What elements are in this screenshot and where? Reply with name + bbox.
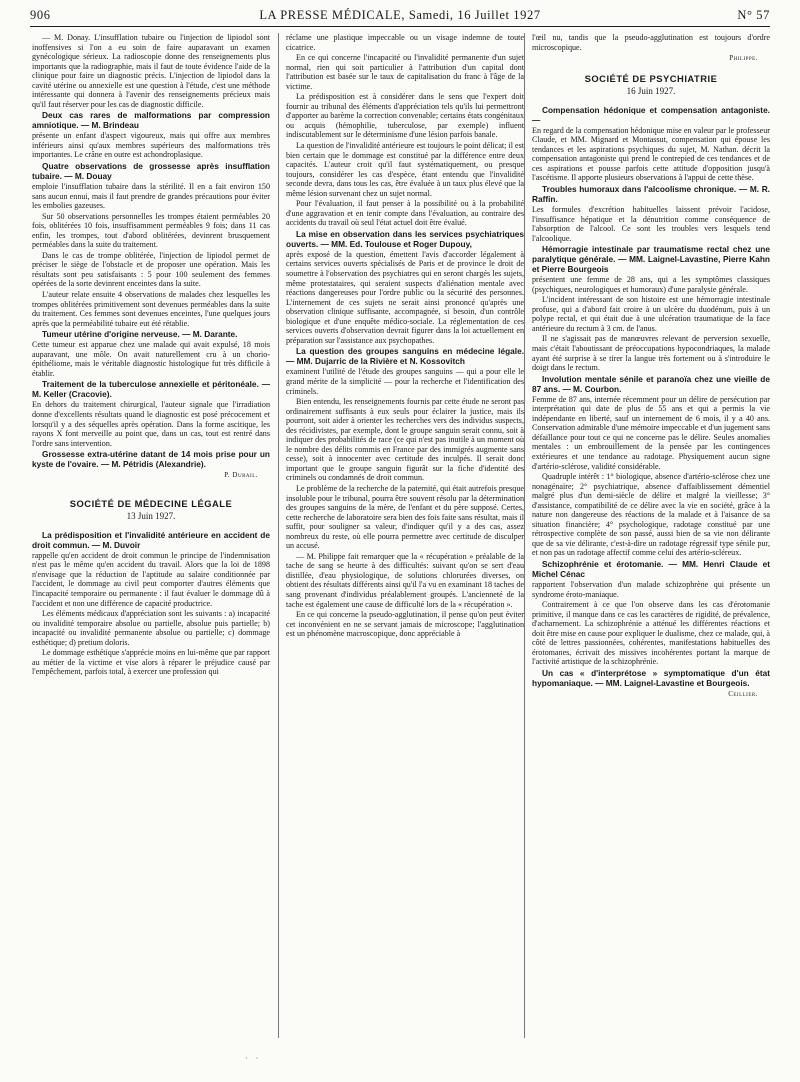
paragraph: Pour l'évaluation, il faut penser à la possibilité ou à la probabilité d'une aggravation et en tenir compte dans l'évaluation, au contraire des accidents du travail où seul l'état actuel doit être évalué.: [286, 199, 524, 228]
paragraph: En regard de la compensation hédonique mise en valeur par le professeur Claude, et MM. Mignard et Montassut, compensation qui épouse les tendances et les aspirations psychiques du sujet, M. Nathan. décrit la compensation antagoniste qui prend le contrepied de ces tendances et de ces aspirations et pousse parfois cette attitude d'opposition jusqu'à l'ascétisme. Il apporte plusieurs observations à l'appui de cette thèse.: [532, 125, 770, 183]
paragraph: réclame une plastique impeccable ou un visage indemne de toute cicatrice.: [286, 33, 524, 52]
paragraph: Femme de 87 ans, internée récemment pour un délire de persécution par interprétation qui date de plus de 55 ans et qui a permis la vie indépendante en liberté, sauf un internement de 6 mois, il y a 40 ans. Conservation admirable d'une mémoire impeccable et d'un jugement sans défaillance pour tout ce qui ne concerne pas le délire. Seules anomalies mentales : un embrouillement de la pensée par les contingences extérieures et une tendance au radotage. Physiquement aucun signe d'artério-sclérose, validité considérable.: [532, 394, 770, 471]
paragraph: La question de l'invalidité antérieure est toujours le point délicat; il est bien certain que le dommage est constitué par la différence entre deux capacités. L'auteur croit qu'il faut systématiquement, ou presque toujours, considérer les cas d'espèce, étant entendu que l'invalidité seconde devra, dans tous les cas, être évaluée à un taux plus élevé que la même lésion survenant chez un sujet normal.: [286, 141, 524, 198]
paragraph: examinent l'utilité de l'étude des groupes sanguins — qui a pour elle le grand mérite de la simplicité — pour la recherche et l'identification des criminels.: [286, 367, 524, 396]
paragraph: rapportent l'observation d'un malade schizophrène qui présente un syndrome éroto-maniaque.: [532, 579, 770, 599]
paragraph: Les éléments médicaux d'appréciation sont les suivants : a) incapacité ou invalidité temporaire absolue ou partielle, absolue puis partielle; b) incapacité ou invalidité permanente absolue ou partielle; c) dommage esthétique; d) pretium doloris.: [32, 609, 270, 647]
article-heading: La mise en observation dans les services psychiatriques ouverts. — MM. Ed. Toulouse et Roger Dupouy,: [286, 228, 524, 249]
article-heading: Un cas « d'interprétose » symptomatique d'un état hypomaniaque. — MM. Laignel-Lavastine et Bourgeois.: [532, 667, 770, 688]
paragraph: présentent une femme de 28 ans, qui a les symptômes classiques (psychiques, neurologiques et humoraux) d'une paralysie générale.: [532, 275, 770, 294]
paragraph: Il ne s'agissait pas de manœuvres relevant de perversion sexuelle, mais c'était l'aboutissant de préoccupations hypocondriaques, la malade ayant été surprise à se tirer la langue très fortement ou à s'introduire le doigt dans le rectum.: [532, 334, 770, 373]
column-rule: [278, 33, 279, 1038]
article-heading: Grossesse extra-utérine datant de 14 mois prise pour un kyste de l'ovaire. — M. Pétridis (Alexandrie).: [32, 449, 270, 470]
article-heading: Troubles humoraux dans l'alcoolisme chronique. — M. R. Raffin.: [532, 184, 770, 205]
column-3: [532, 33, 770, 1043]
signature: Ceillier.: [728, 689, 758, 698]
article-heading: Tumeur utérine d'origine nerveuse. — M. Darante.: [42, 329, 238, 340]
paragraph: L'auteur relate ensuite 4 observations de malades chez lesquelles les trompes oblitérées primitivement sont devenues perméables dans la suite du traitement. Ces femmes sont devenues enceintes, l'une quelques jours après que la perméabilité tubaire eut été rétablie.: [32, 290, 270, 328]
column-1: [32, 33, 270, 1043]
paragraph: — M. Donay. L'insufflation tubaire ou l'injection de lipiodol sont inoffensives si l'on a eu soin de faire auparavant un examen gynécologique sérieux. La radioscopie donne des renseignements plus importants que la radiographie, mais il faut de toute évidence l'aide de la clinique pour faire un diagnostic précis. L'injection de lipiodol dans la cavité utérine ou annexielle est une question à l'étude, c'est une méthode intéressante qui donnera à l'avenir des renseignements précieux mais qu'il faut réserver pour les cas de diagnostic difficile.: [32, 33, 270, 109]
paragraph: après exposé de la question, émettent l'avis d'accorder légalement à certains services ouverts spécialisés de Paris et de province le droit de soumettre à l'observation des psychiatres qui en seront chargés les sujets, même protestataires, qui seraient suspects d'aliénation mentale avec réactions dangereuses pour l'ordre public ou la sécurité des personnes. L'internement de ces sujets ne serait ainsi prononcé qu'après une observation clinique suffisante, accompagnée, si besoin, d'un contrôle biologique et d'une enquête médico-sociale. La réglementation de ces services ouverts d'observation devrait figurer dans la loi actuellement en préparation sur l'assistance aux psychopathes.: [286, 249, 524, 345]
paragraph: Quadruple intérêt : 1° biologique, absence d'artério-sclérose chez une nonagénaire; 2° psychiatrique, absence d'affaiblissement démentiel malgré plus d'un demi-siècle de délire et malgré la vieillesse; 3° d'assistance, compatibilité de ce délire avec la vie en société, grâce à la nature non dangereuse des réactions de la malade et à l'aisance de sa situation financière; 4° psychologique, radotage constitué par une rétrospective complète de son passé, aussi bien de sa vie non délirante que de sa vie délirante, c'est-à-dire un radotage régressif type sénile pur, et non pas un radotage affectif comme celui des artério-scléreux.: [532, 472, 770, 558]
column-rule: [524, 33, 525, 1038]
article-heading: Hémorragie intestinale par traumatisme rectal chez une paralytique générale. — MM. Laignel-Lavastine, Pierre Kahn et Pierre Bourgeois: [532, 244, 770, 275]
column-2: [286, 33, 524, 1043]
article-heading: Quatre observations de grossesse après insufflation tubaire. — M. Douay: [32, 161, 270, 182]
paragraph: Les formules d'excrétion habituelles laissent prévoir l'acidose, l'insuffisance hépatique et la dénutrition comme conséquence de l'absorption de l'alcool. Ce sont les troubles vers lesquels tend l'alcoolique.: [532, 205, 770, 243]
society-date: 13 Juin 1927.: [126, 511, 176, 522]
paragraph: — M. Philippe fait remarquer que la « récupération » préalable de la tache de sang se heurte à des difficultés: suivant qu'on se sert d'eau distillée, d'eau physiologique, de solutions chlorurées diverses, on obtient des résultats différents ainsi qu'il l'a vu en examinant 18 taches de sang provenant d'individus préalablement groupés. L'ancienneté de la tache est également une cause de difficulté lors de la « récupération ».: [286, 551, 524, 609]
paragraph: En ce qui concerne la pseudo-agglutination, il pense qu'on peut éviter cet inconvénient en ne se servant jamais de microscope; l'agglutination est un phénomène macroscopique, donc appréciable à: [286, 610, 524, 639]
paragraph: La prédisposition est à considérer dans le sens que l'expert doit fournir au tribunal des éléments d'appréciation tels qu'ils lui permettront d'apporter au barème la correction convenable; certains états congénitaux ou acquis (hémophilie, tuberculose, par exemple) influent indiscutablement sur le déterminisme d'une lésion parfois banale.: [286, 92, 524, 140]
paragraph: emploie l'insufflation tubaire dans la stérilité. Il en a fait environ 150 sans aucun ennui, mais il faut prendre de grandes précautions pour éviter les embolies gazeuses.: [32, 182, 270, 211]
paragraph: Le dommage esthétique s'apprécie moins en lui-même que par rapport au métier de la victime et vise alors à réparer le préjudice causé par l'empêchement, parfois total, à exercer une profession qui: [32, 648, 270, 677]
paragraph: En dehors du traitement chirurgical, l'auteur signale que l'irradiation donne d'excellents résultats quand le diagnostic est posé précocement et lorsqu'il y a des séquelles après opération. Dans la forme ascitique, les rayons X font merveille au point que, dans un cas, tout est rentré dans l'ordre sans intervention.: [32, 400, 270, 448]
paragraph: L'incident intéressant de son histoire est une hémorragie intestinale profuse, qui a d'abord fait croire à un ulcère du duodénum, puis à un polype rectal, et qui était due à une ulcération traumatique de la face antérieure du rectum à 3 cm. de l'anus.: [532, 295, 770, 333]
issue-number: N° 57: [737, 8, 770, 22]
article-heading: Compensation hédonique et compensation antagoniste. —: [532, 104, 770, 125]
society-date: 16 Juin 1927.: [626, 86, 676, 97]
article-heading: Schizophrénie et érotomanie. — MM. Henri Claude et Michel Cénac: [532, 558, 770, 579]
paragraph: Dans le cas de trompe oblitérée, l'injection de lipiodol permet de préciser le siège de l'obstacle et de proposer une opération. Mais les résultats sont peu satisfaisants : 5 pour 100 seulement des femmes opérées de la sorte devinrent enceintes dans la suite.: [32, 250, 270, 289]
paragraph: rappelle qu'en accident de droit commun le principe de l'indemnisation n'est pas le même qu'en accident du travail. Alors que la loi de 1898 n'envisage que la réduction de l'aptitude au salaire conditionnée par l'accident, le dommage au civil peut comporter d'autres éléments que l'incapacité temporaire ou permanente : il faut évaluer le dommage dû à l'accident et non une différence de capacité productrice.: [32, 550, 270, 608]
article-heading: Traitement de la tuberculose annexielle et péritonéale. — M. Keller (Cracovie).: [32, 379, 270, 400]
paragraph: Sur 50 observations personnelles les trompes étaient perméables 20 fois, oblitérées 10 fois, insuffisamment perméables 9 fois; dans 11 cas enfin, les trompes, tout d'abord oblitérées, devinrent brusquement perméables dans la suite du traitement.: [32, 211, 270, 250]
paragraph: Contrairement à ce que l'on observe dans les cas d'érotomanie primitive, il manque dans ce cas les caractères de rigidité, de prévalence, d'acharnement. La schizophrénie a atténué les différentes réactions et doit être mise en cause pour expliquer le dualisme, chez ce malade, qui, à côté de lettres passionnées, cohérentes, manifestations habituelles des érotomanes, écrivait des missives incohérentes portant la marque de l'activité artistique de la schizophrénie.: [532, 600, 770, 667]
society-title: SOCIÉTÉ DE PSYCHIATRIE: [584, 72, 718, 84]
paragraph: Bien entendu, les renseignements fournis par cette étude ne seront pas ordinairement suffisants à eux seuls pour éclairer la justice, mais ils pourront, soit aider à orienter les recherches vers des individus suspects, des récidivistes, par exemple, dont le groupe sanguin serait connu, soit à indiquer des probabilités de race (ce qui n'est pas inutile à un moment où le nombre des délits commis en France par des immigrés augmente sans cesse), soit à innocenter avec certitude des inculpés. Il serait donc important que le groupe sanguin figurât sur la fiche d'identité des criminels ou condamnés de droit commun.: [286, 397, 524, 483]
article-heading: La question des groupes sanguins en médecine légale. — MM. Dujarric de la Rivière et N. Kossovitch: [286, 346, 524, 367]
journal-title: LA PRESSE MÉDICALE, Samedi, 16 Juillet 1927: [259, 8, 541, 22]
signature: P. Dubail.: [224, 471, 258, 480]
article-heading: La prédisposition et l'invalidité antérieure en accident de droit commun. — M. Duvoir: [32, 529, 270, 550]
article-heading: Involution mentale sénile et paranoïa chez une vieille de 87 ans. — M. Courbon.: [532, 373, 770, 394]
page-number: 906: [30, 8, 51, 22]
page-header: [30, 4, 770, 27]
society-title: SOCIÉTÉ DE MÉDECINE LÉGALE: [69, 497, 233, 509]
article-heading: Deux cas rares de malformations par compression amniotique. — M. Brindeau: [32, 110, 270, 131]
paragraph: En ce qui concerne l'incapacité ou l'invalidité permanente d'un sujet normal, rien qui soit particulier à l'attribution d'un capital dont l'attribution est basée sur le taux de capitalisation du franc à l'âge de la victime.: [286, 53, 524, 91]
paragraph: Le problème de la recherche de la paternité, qui était autrefois presque insoluble pour le tribunal, pourra être souvent résolu par la détermination des groupes sanguins de la mère, de l'enfant et du père supposé. Certes, cette recherche de laboratoire sera bien des fois faite sans résultat, mais il suffit, pour souligner sa valeur, d'indiquer qu'il y a des cas, assez nombreux du reste, où elle pourra permettre avec certitude de disculper un accusé.: [286, 483, 524, 551]
signature: Philippe.: [729, 54, 758, 63]
paragraph: l'œil nu, tandis que la pseudo-agglutination est toujours d'ordre microscopique.: [532, 33, 770, 52]
paragraph: présente un enfant d'aspect vigoureux, mais qui offre aux membres inférieurs ainsi qu'aux membres supérieurs des malformations très importantes. Le crâne en outre est achondroplasique.: [32, 131, 270, 160]
footer-mark: · ·: [245, 1054, 262, 1063]
paragraph: Cette tumeur est apparue chez une malade qui avait expulsé, 18 mois auparavant, une môle. On avait naturellement cru à un chorio-épithéliome, mais le véritable diagnostic histologique fut très difficile à établir.: [32, 340, 270, 378]
